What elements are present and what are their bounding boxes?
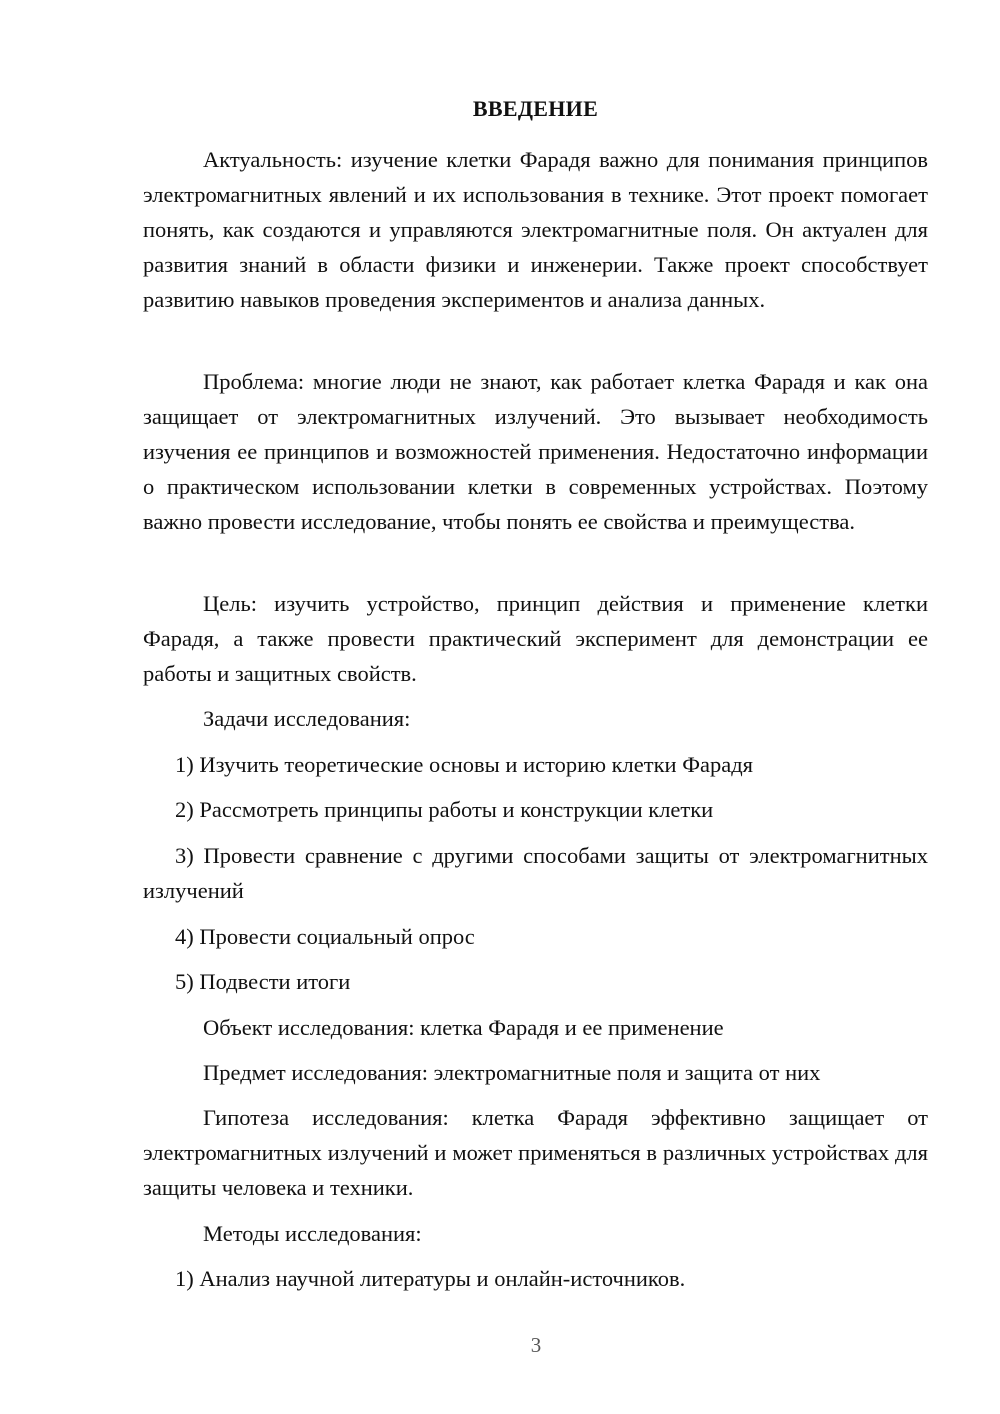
task-item-5: 5) Подвести итоги [175,969,351,994]
research-object: Объект исследования: клетка Фарадя и ее применение [203,1015,724,1040]
task-item-2: 2) Рассмотреть принципы работы и конструкции клетки [175,797,714,822]
method-item-1: 1) Анализ научной литературы и онлайн-источников. [175,1266,686,1291]
paragraph-goal: Цель: изучить устройство, принцип действия и применение клетки Фарадя, а также провести практический эксперимент для демонстрации ее работы и защитных свойств. [143,591,928,686]
paragraph-problem: Проблема: многие люди не знают, как работает клетка Фарадя и как она защищает от электромагнитных излучений. Это вызывает необходимость изучения ее принципов и возможностей применения. Недостаточно информации о практическом использовании клетки в современных устройствах. Поэтому важно провести исследование, чтобы понять ее свойства и преимущества. [143,369,928,534]
task-item-1: 1) Изучить теоретические основы и историю клетки Фарадя [175,752,754,777]
task-item-4: 4) Провести социальный опрос [175,924,475,949]
tasks-heading: Задачи исследования: [203,706,411,731]
research-hypothesis: Гипотеза исследования: клетка Фарадя эффективно защищает от электромагнитных излучений и может применяться в различных устройствах для защиты человека и техники. [143,1105,928,1200]
paragraph-relevance: Актуальность: изучение клетки Фарадя важно для понимания принципов электромагнитных явлений и их использования в технике. Этот проект помогает понять, как создаются и управляются электромагнитные поля. Он актуален для развития знаний в области физики и инженерии. Также проект способствует развитию навыков проведения экспериментов и анализа данных. [143,147,928,312]
research-subject: Предмет исследования: электромагнитные поля и защита от них [203,1060,821,1085]
methods-heading: Методы исследования: [203,1221,422,1246]
section-title: ВВЕДЕНИЕ [472,96,599,121]
page-number: 3 [530,1333,542,1357]
task-item-3: 3) Провести сравнение с другими способами защиты от электромагнитных излучений [143,843,928,903]
